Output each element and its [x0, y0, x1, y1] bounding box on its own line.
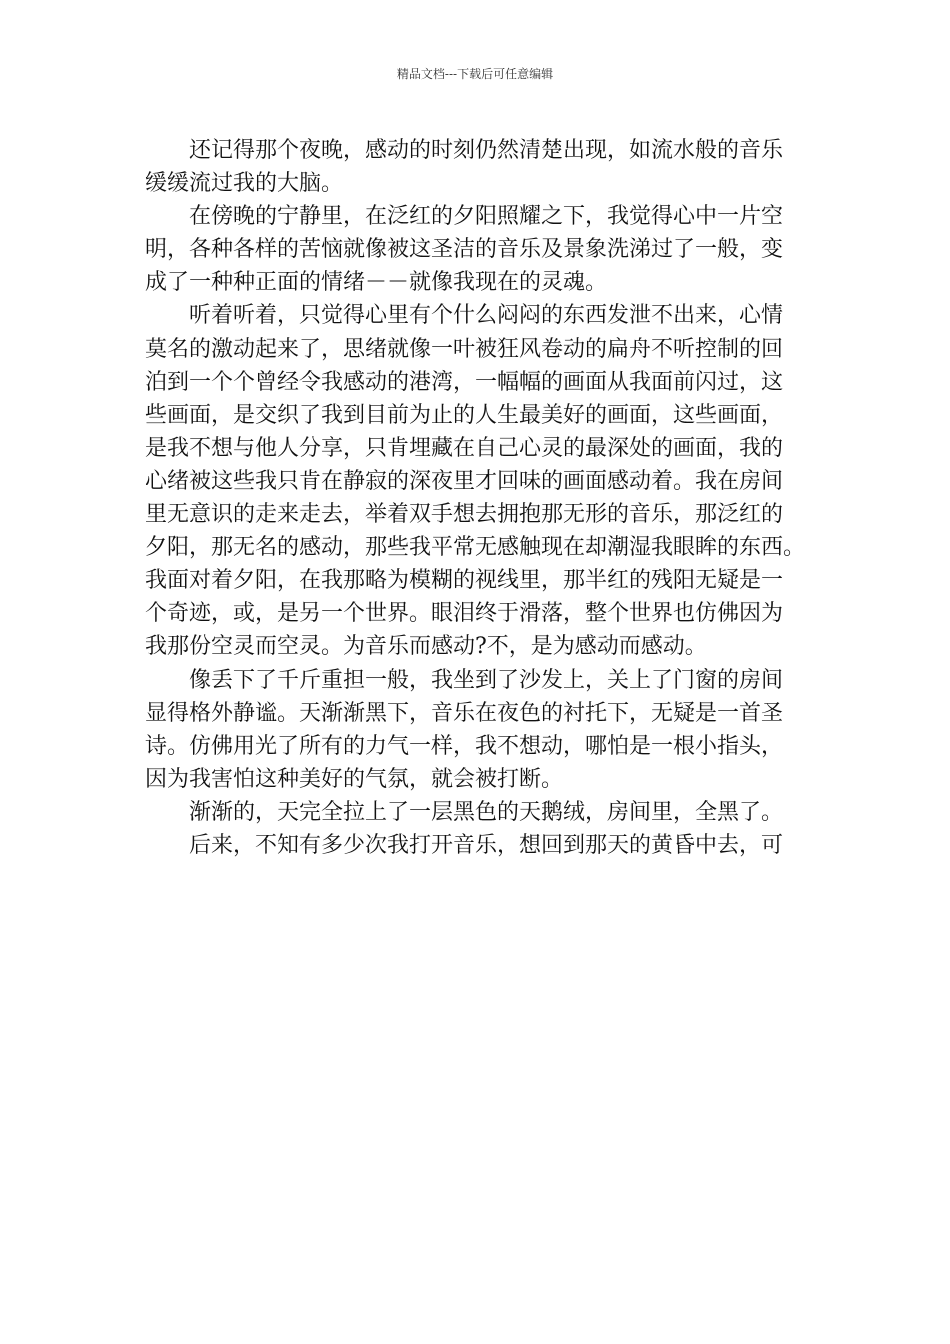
- text-line: 我那份空灵而空灵。为音乐而感动?不，是为感动而感动。: [145, 634, 707, 660]
- text-line: 因为我害怕这种美好的气氛，就会被打断。: [145, 766, 564, 792]
- text-line: 还记得那个夜晚，感动的时刻仍然清楚出现，如流水般的音乐: [189, 138, 784, 163]
- text-line: 在傍晚的宁静里，在泛红的夕阳照耀之下，我觉得心中一片空: [189, 204, 784, 230]
- article-body: [145, 134, 810, 862]
- text-line: 渐渐的，天完全拉上了一层黑色的天鹅绒，房间里，全黑了。: [189, 799, 784, 825]
- text-line: 后来，不知有多少次我打开音乐，想回到那天的黄昏中去，可: [189, 832, 784, 858]
- text-line: 里无意识的走来走去，举着双手想去拥抱那无形的音乐，那泛红的: [145, 502, 784, 528]
- text-line: 泊到一个个曾经令我感动的港湾，一幅幅的画面从我面前闪过，这: [145, 369, 784, 395]
- text-line: 我面对着夕阳，在我那略为模糊的视线里，那半红的残阳无疑是一: [145, 568, 784, 594]
- text-line: 夕阳，那无名的感动，那些我平常无感触现在却潮湿我眼眸的东西。: [145, 535, 806, 561]
- text-line: 像丢下了千斤重担一般，我坐到了沙发上，关上了门窗的房间: [189, 667, 784, 693]
- text-line: 成了一种种正面的情绪－－就像我现在的灵魂。: [145, 270, 608, 296]
- text-line: 明，各种各样的苦恼就像被这圣洁的音乐及景象洗涕过了一般，变: [145, 237, 784, 263]
- text-line: 是我不想与他人分享，只肯埋藏在自己心灵的最深处的画面，我的: [145, 435, 784, 461]
- text-line: 显得格外静谧。天渐渐黑下，音乐在夜色的衬托下，无疑是一首圣: [145, 700, 784, 726]
- text-line: 个奇迹，或，是另一个世界。眼泪终于滑落，整个世界也仿佛因为: [145, 601, 784, 627]
- text-line: 缓缓流过我的大脑。: [145, 171, 344, 197]
- text-line: 诗。仿佛用光了所有的力气一样，我不想动，哪怕是一根小指头，: [145, 733, 784, 759]
- page-header: 精品文档---下载后可任意编辑: [396, 67, 554, 81]
- text-line: 心绪被这些我只肯在静寂的深夜里才回味的画面感动着。我在房间: [145, 468, 784, 494]
- text-line: 莫名的激动起来了，思绪就像一叶被狂风卷动的扁舟不听控制的回: [145, 336, 784, 362]
- text-line: 听着听着，只觉得心里有个什么闷闷的东西发泄不出来，心情: [189, 303, 784, 329]
- text-line: 些画面，是交织了我到目前为止的人生最美好的画面，这些画面，: [145, 402, 784, 428]
